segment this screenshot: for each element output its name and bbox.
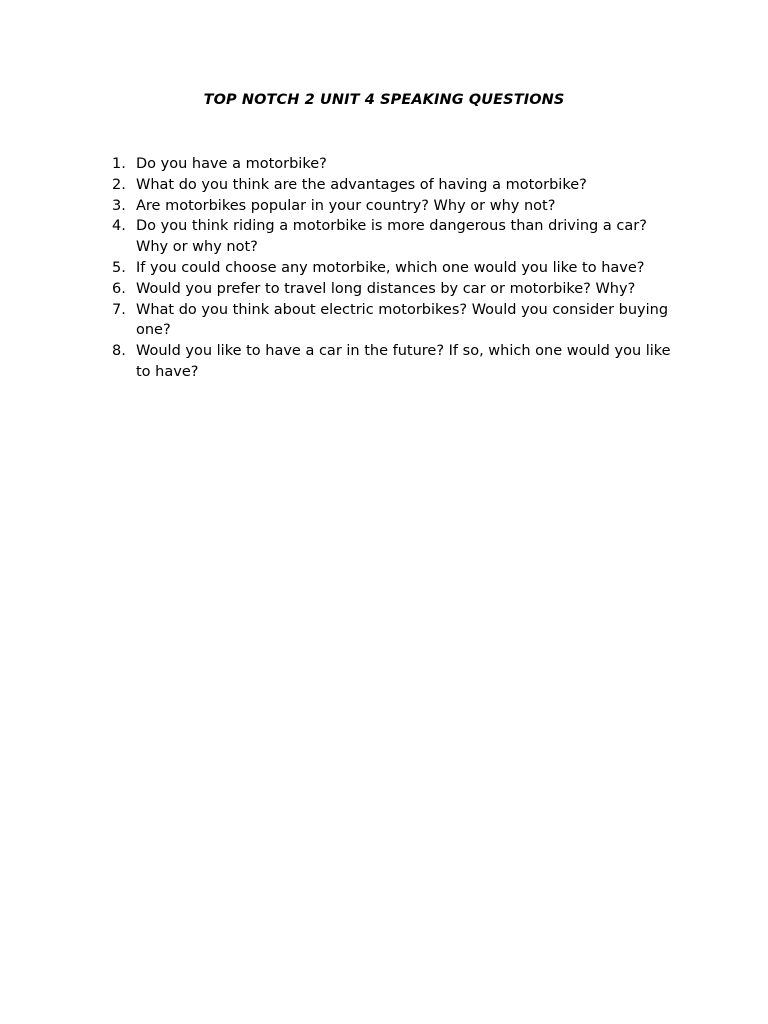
question-number: 3. — [112, 197, 126, 214]
question-item — [112, 196, 672, 217]
question-text: What do you think about electric motorbikes? Would you consider buying one? — [136, 301, 669, 339]
question-item — [112, 258, 672, 279]
question-text: Are motorbikes popular in your country? Why or why not? — [136, 197, 556, 214]
question-text: Would you prefer to travel long distances by car or motorbike? Why? — [136, 280, 636, 297]
question-item — [112, 341, 672, 383]
question-text: Would you like to have a car in the future? If so, which one would you like to have? — [136, 343, 671, 380]
question-number: 6. — [112, 280, 126, 297]
document-title: TOP NOTCH 2 UNIT 4 SPEAKING QUESTIONS — [203, 92, 565, 108]
question-text: What do you think are the advantages of having a motorbike? — [136, 176, 587, 193]
question-number: 4. — [112, 218, 126, 235]
question-text: If you could choose any motorbike, which one would you like to have? — [136, 259, 645, 276]
question-number: 5. — [112, 259, 126, 276]
question-text: Do you have a motorbike? — [136, 156, 327, 172]
question-item — [112, 216, 672, 258]
question-number: 8. — [112, 343, 126, 360]
question-number: 2. — [112, 176, 126, 193]
question-item — [112, 279, 672, 300]
question-number: 1. — [112, 156, 126, 172]
question-list — [112, 154, 672, 383]
question-item — [112, 300, 672, 342]
question-item — [112, 154, 672, 175]
question-text: Do you think riding a motorbike is more dangerous than driving a car? Why or why not? — [136, 218, 647, 256]
question-number: 7. — [112, 301, 126, 318]
question-item — [112, 175, 672, 196]
